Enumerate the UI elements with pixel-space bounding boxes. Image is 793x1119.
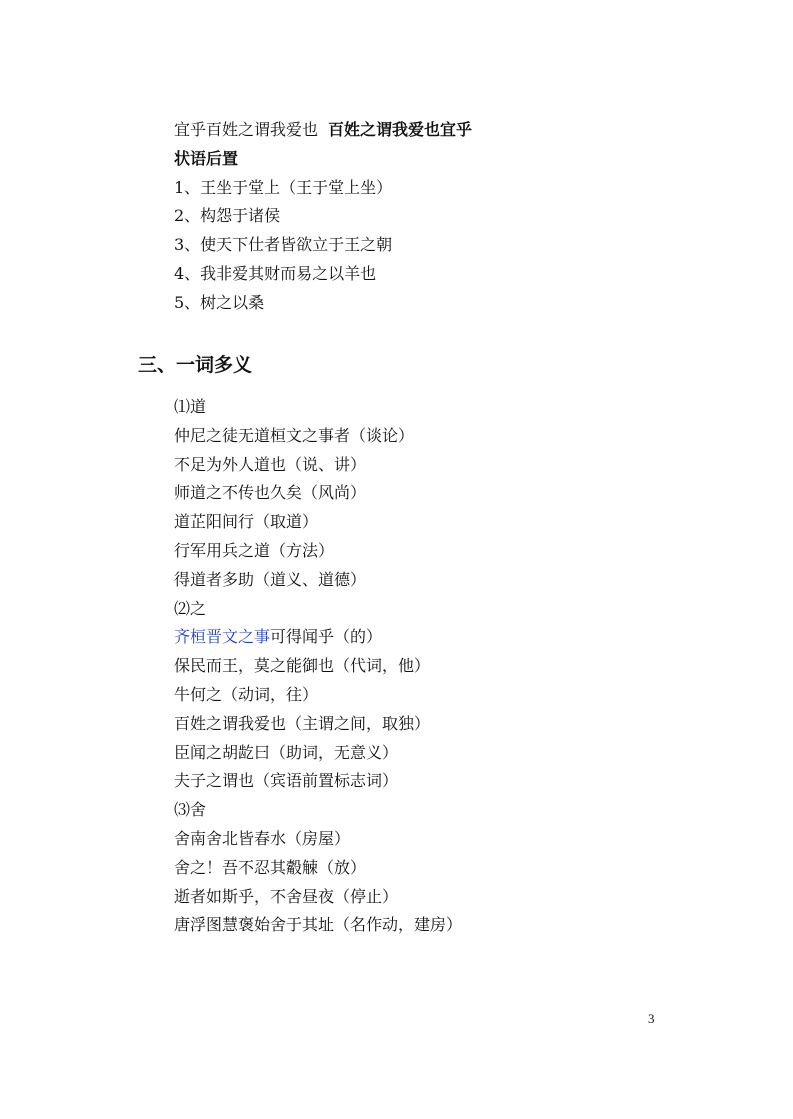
list-item: 舍南舍北皆春水（房屋） [174, 828, 351, 848]
word-label-she: ⑶舍 [174, 800, 207, 820]
list-item: 3、使天下仕者皆欲立于王之朝 [174, 235, 393, 255]
inversion-example-line [174, 116, 734, 145]
list-item: 仲尼之徒无道桓文之事者（谈论） [174, 425, 415, 445]
highlighted-phrase: 齐桓晋文之事 [174, 627, 271, 647]
list-item: 保民而王，莫之能御也（代词，他） [174, 656, 431, 676]
list-item: 5、树之以桑 [174, 292, 265, 312]
original-sentence: 宜乎百姓之谓我爱也 [174, 120, 319, 139]
polysemy-list [174, 393, 734, 940]
list-item: 牛何之（动词，往） [174, 684, 319, 704]
phrase-remainder: 可得闻乎（的） [270, 627, 383, 647]
list-item: 4、我非爱其财而易之以羊也 [174, 263, 377, 283]
list-item: 道芷阳间行（取道） [174, 512, 319, 532]
list-item: 师道之不传也久矣（风尚） [174, 483, 367, 503]
list-item: 行军用兵之道（方法） [174, 540, 335, 560]
adverbial-postposition-heading: 状语后置 [174, 148, 239, 168]
list-item: 得道者多助（道义、道德） [174, 569, 367, 589]
word-label-dao: ⑴道 [174, 397, 207, 416]
normal-order-sentence: 百姓之谓我爱也宜乎 [328, 120, 473, 139]
list-item [174, 623, 734, 652]
inversion-notes [174, 116, 734, 318]
section-heading: 三、一词多义 [138, 354, 253, 376]
page-number: 3 [648, 1011, 655, 1026]
list-item: 夫子之谓也（宾语前置标志词） [174, 771, 399, 791]
list-item: 臣闻之胡龁曰（助词，无意义） [174, 742, 399, 762]
list-item: 1、王坐于堂上（王于堂上坐） [174, 177, 393, 197]
list-item: 不足为外人道也（说、讲） [174, 454, 367, 474]
list-item: 百姓之谓我爱也（主谓之间，取独） [174, 713, 431, 733]
word-label-zhi: ⑵之 [174, 598, 207, 618]
list-item: 舍之！吾不忍其觳觫（放） [174, 857, 367, 877]
list-item: 2、构怨于诸侯 [174, 206, 281, 226]
list-item: 唐浮图慧褒始舍于其址（名作动，建房） [174, 915, 463, 935]
list-item: 逝者如斯乎，不舍昼夜（停止） [174, 886, 399, 906]
